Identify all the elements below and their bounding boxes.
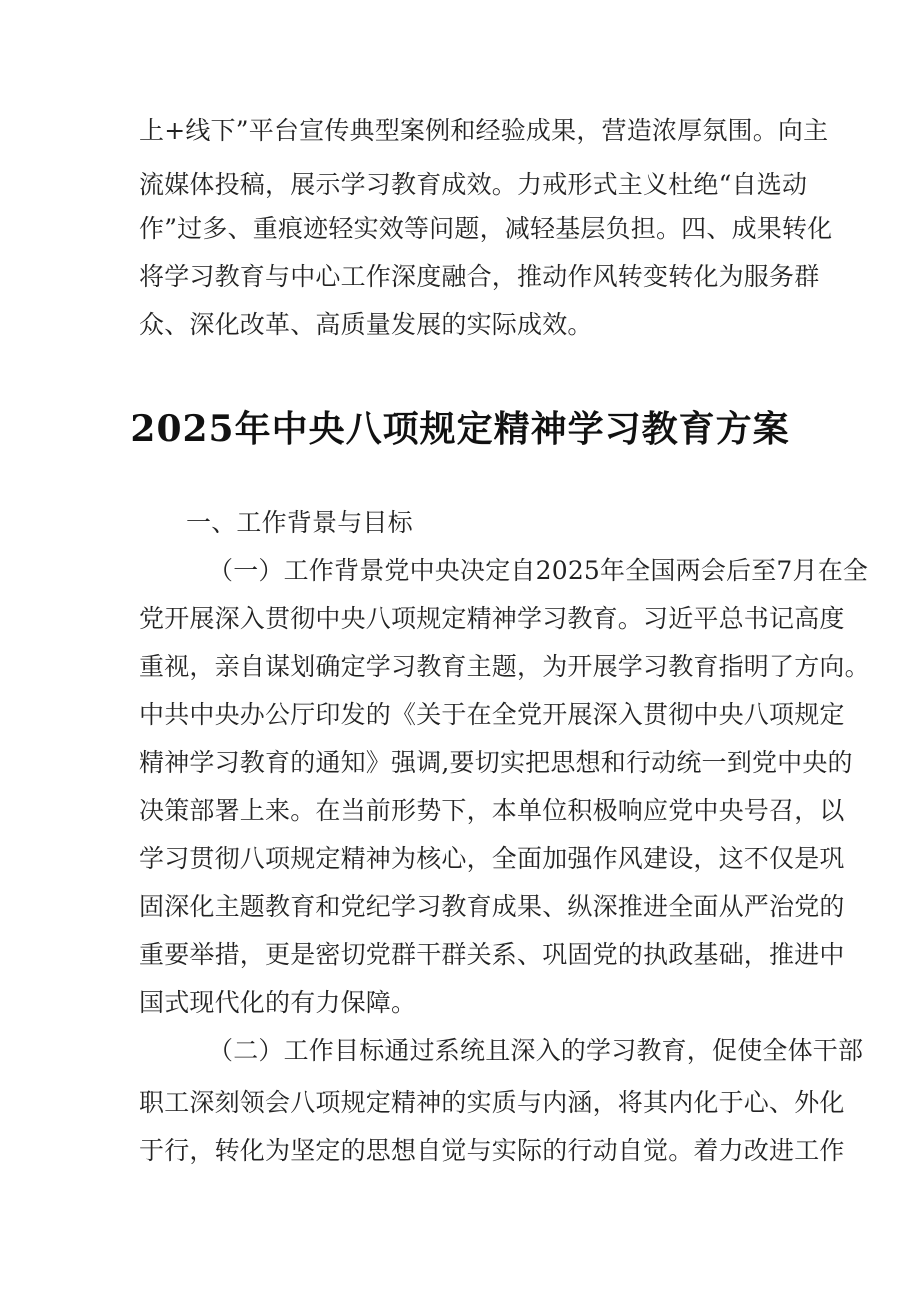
- text-line: 精神学习教育的通知》强调,要切实把思想和行动统一到党中央的: [139, 748, 853, 777]
- text-line: 中共中央办公厅印发的《关于在全党开展深入贯彻中央八项规定: [139, 700, 845, 729]
- text-line: 流媒体投稿，展示学习教育成效。力戒形式主义杜绝“自选动: [139, 170, 808, 199]
- text-line: （二）工作目标通过系统且深入的学习教育，促使全体干部: [208, 1036, 864, 1065]
- text-line: 作”过多、重痕迹轻实效等问题，减轻基层负担。四、成果转化: [139, 214, 833, 243]
- text-line: 党开展深入贯彻中央八项规定精神学习教育。习近平总书记高度: [139, 604, 845, 633]
- text-line: 学习贯彻八项规定精神为核心，全面加强作风建设，这不仅是巩: [139, 844, 845, 873]
- text-line: （一）工作背景党中央决定自2025年全国两会后至7月在全: [208, 556, 869, 585]
- text-line: 众、深化改革、高质量发展的实际成效。: [139, 310, 593, 339]
- text-line: 上+线下”平台宣传典型案例和经验成果，营造浓厚氛围。向主: [139, 116, 829, 145]
- section-heading: 一、工作背景与目标: [186, 508, 413, 537]
- text-line: 重要举措，更是密切党群干群关系、巩固党的执政基础，推进中: [139, 940, 845, 969]
- text-line: 固深化主题教育和党纪学习教育成果、纵深推进全面从严治党的: [139, 892, 845, 921]
- text-line: 国式现代化的有力保障。: [139, 988, 417, 1017]
- text-line: 重视，亲自谋划确定学习教育主题，为开展学习教育指明了方向。: [139, 652, 870, 681]
- text-line: 将学习教育与中心工作深度融合，推动作风转变转化为服务群: [139, 262, 820, 291]
- text-line: 决策部署上来。在当前形势下，本单位积极响应党中央号召，以: [139, 796, 845, 825]
- document-title: 2025年中央八项规定精神学习教育方案: [130, 408, 790, 450]
- text-line: 于行，转化为坚定的思想自觉与实际的行动自觉。着力改进工作: [139, 1136, 845, 1165]
- text-line: 职工深刻领会八项规定精神的实质与内涵，将其内化于心、外化: [139, 1088, 845, 1117]
